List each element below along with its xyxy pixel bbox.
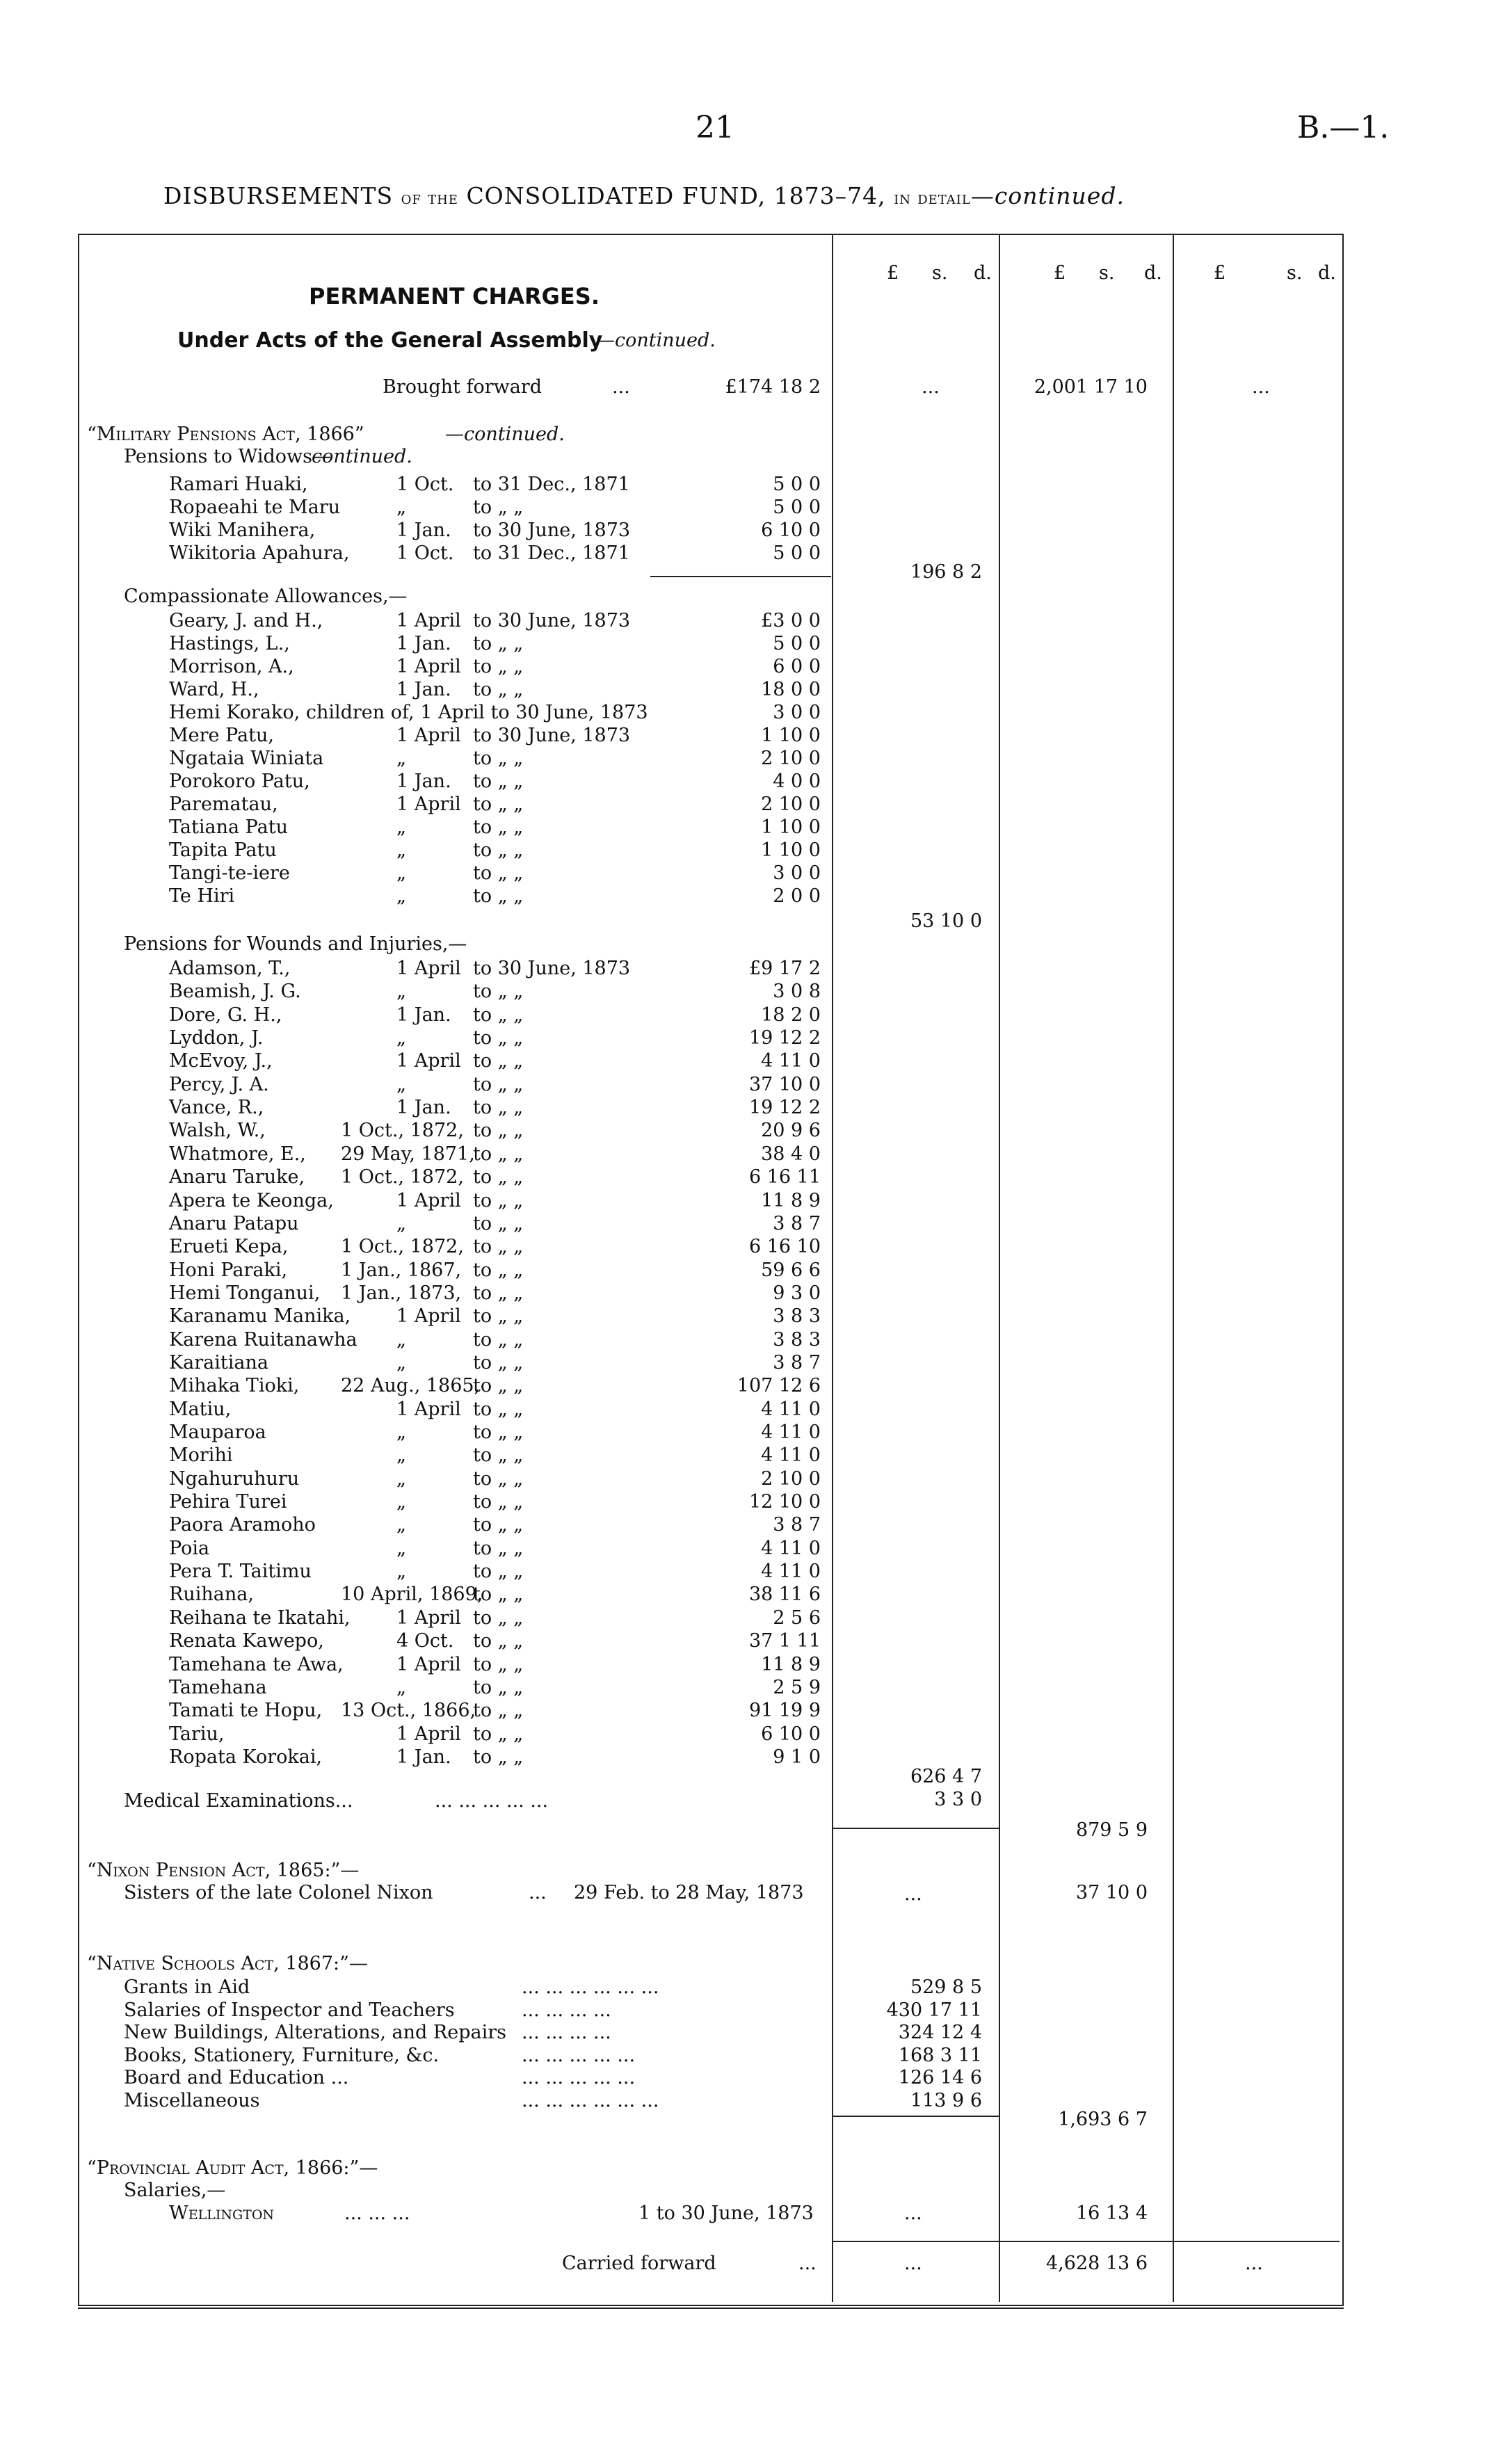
currency-header: £ xyxy=(1214,262,1226,284)
amount: 11 8 9 xyxy=(761,1653,821,1675)
line-label: Salaries of Inspector and Teachers xyxy=(124,1999,455,2021)
amount: 4 11 0 xyxy=(761,1561,821,1583)
leader-dots: ... ... ... ... ... xyxy=(522,2067,636,2088)
subtotal: 53 10 0 xyxy=(910,910,982,932)
amount: 430 17 11 xyxy=(886,1999,982,2021)
leader-dots: ... xyxy=(529,1882,547,1903)
line-label: Grants in Aid xyxy=(124,1976,250,1998)
leader-dots: ... xyxy=(798,2253,817,2274)
list-item: Pera T. Taitimu xyxy=(169,1561,312,1583)
act-heading: “Military Pensions Act, 1866” xyxy=(87,424,364,445)
list-item: Porokoro Patu, xyxy=(169,771,310,792)
date-to: to „ „ xyxy=(473,1375,524,1397)
date-to: to „ „ xyxy=(473,497,524,518)
date-from: „ xyxy=(396,1514,406,1536)
leader-dots: ... ... ... ... ... ... xyxy=(522,1976,659,1998)
list-item: Tamehana xyxy=(169,1676,267,1698)
sum-rule xyxy=(832,1828,999,1829)
date-to: to 30 June, 1873 xyxy=(473,520,631,541)
list-item: Poia xyxy=(169,1537,210,1559)
list-item: Ropaeahi te Maru xyxy=(169,497,341,518)
amount: 4 11 0 xyxy=(761,1050,821,1072)
amount: 5 0 0 xyxy=(773,542,821,564)
sum-rule xyxy=(832,2241,1340,2242)
list-item: Pehira Turei xyxy=(169,1491,287,1513)
date-from: 1 April xyxy=(396,1050,461,1072)
list-item: Anaru Taruke, xyxy=(169,1166,305,1189)
section-title: PERMANENT CHARGES. xyxy=(309,283,600,309)
title-part: —continued. xyxy=(970,182,1125,209)
date-from: 1 Jan. xyxy=(396,1097,451,1119)
amount: 3 0 0 xyxy=(773,862,821,884)
list-item: Mere Patu, xyxy=(169,725,274,746)
list-item: Whatmore, E., xyxy=(169,1143,306,1165)
list-item: Mihaka Tioki, xyxy=(169,1375,300,1397)
list-item: McEvoy, J., xyxy=(169,1050,273,1072)
amount: ... xyxy=(904,1883,922,1905)
amount: 20 9 6 xyxy=(761,1120,821,1142)
amount: 9 3 0 xyxy=(773,1282,821,1304)
leader-dots: ... ... ... ... ... xyxy=(522,2044,636,2066)
amount: 19 12 2 xyxy=(748,1097,821,1119)
list-item: Tangi-te-iere xyxy=(169,862,290,884)
currency-header: £ xyxy=(887,262,899,284)
date-to: to „ „ xyxy=(473,1514,524,1536)
date-from: 1 April xyxy=(396,1607,461,1629)
list-item: Wikitoria Apahura, xyxy=(169,542,350,564)
date-from: „ xyxy=(396,1073,406,1095)
amount: 3 0 0 xyxy=(773,702,821,723)
currency-header: s. xyxy=(1287,262,1303,284)
leader-dots: ... ... ... ... ... xyxy=(435,1790,549,1812)
amount: 168 3 11 xyxy=(898,2044,982,2066)
list-item: Tatiana Patu xyxy=(169,816,288,838)
date-from: 13 Oct., 1866, xyxy=(341,1700,476,1722)
total: 879 5 9 xyxy=(1075,1819,1148,1841)
amount: 2 5 6 xyxy=(773,1607,821,1629)
amount: 3 8 7 xyxy=(773,1351,821,1374)
date-from: 1 April xyxy=(396,725,461,746)
list-item: Morihi xyxy=(169,1444,233,1467)
date-from: 1 April xyxy=(396,1723,461,1745)
date-from: 1 Jan. xyxy=(396,633,451,654)
date-from: 4 Oct. xyxy=(396,1630,454,1652)
list-item: Hemi Tonganui, xyxy=(169,1282,321,1304)
amount: 3 8 7 xyxy=(773,1212,821,1234)
amount: 6 16 10 xyxy=(748,1236,821,1258)
date-to: to „ „ xyxy=(473,1653,524,1675)
amount: 3 8 3 xyxy=(773,1305,821,1328)
act-heading: “Nixon Pension Act, 1865:”— xyxy=(87,1860,360,1881)
list-item: Karanamu Manika, xyxy=(169,1305,351,1328)
list-item: Honi Paraki, xyxy=(169,1259,288,1281)
date-to: to „ „ xyxy=(473,1584,524,1606)
amount: 2 10 0 xyxy=(761,1467,821,1490)
line-label: Wellington xyxy=(169,2203,275,2224)
date-from: „ xyxy=(396,839,406,861)
column-rule xyxy=(1173,235,1174,2302)
subtotal: 626 4 7 xyxy=(910,1766,982,1787)
date-to: to „ „ xyxy=(473,1073,524,1095)
date-to: to „ „ xyxy=(473,816,524,838)
date-from: 1 April xyxy=(396,958,461,979)
group-heading: Pensions to Widows— xyxy=(124,446,332,467)
amount: ... xyxy=(904,2253,922,2274)
date-to: to „ „ xyxy=(473,1050,524,1072)
sum-rule xyxy=(832,2116,999,2117)
amount: 37 1 11 xyxy=(748,1630,821,1652)
column-rule xyxy=(832,235,833,2302)
list-item: Reihana te Ikatahi, xyxy=(169,1607,351,1629)
date-to: to „ „ xyxy=(473,1700,524,1722)
list-item: Vance, R., xyxy=(169,1097,264,1119)
date-from: 1 April xyxy=(396,794,461,815)
amount: 5 0 0 xyxy=(773,497,821,518)
amount: ... xyxy=(922,376,940,398)
medical-label: Medical Examinations... xyxy=(124,1790,353,1812)
amount: 3 8 3 xyxy=(773,1328,821,1351)
date-from: „ xyxy=(396,497,406,518)
list-item: Parematau, xyxy=(169,794,278,815)
section-subtitle-continued: —continued. xyxy=(596,330,716,351)
date-from: „ xyxy=(396,1491,406,1513)
date-from: 1 Jan., 1873, xyxy=(341,1282,462,1304)
date-to: to „ „ xyxy=(473,1259,524,1281)
amount: 1 10 0 xyxy=(761,725,821,746)
amount: 324 12 4 xyxy=(898,2022,982,2043)
date-from: 1 Oct., 1872, xyxy=(341,1166,464,1189)
list-item: Paora Aramoho xyxy=(169,1514,316,1536)
date-from: 1 April xyxy=(396,1653,461,1675)
date-from: 1 Jan. xyxy=(396,1004,451,1026)
leader-dots: ... xyxy=(612,376,630,398)
title-part: CONSOLIDATED FUND, 1873–74, xyxy=(466,182,886,209)
date-from: 1 Jan. xyxy=(396,679,451,700)
amount: £174 18 2 xyxy=(725,376,821,398)
period: 1 to 30 June, 1873 xyxy=(638,2203,814,2224)
date-from: 10 April, 1869, xyxy=(341,1584,483,1606)
amount: ... xyxy=(904,2203,922,2224)
page-number: 21 xyxy=(696,110,734,145)
date-to: to „ „ xyxy=(473,1723,524,1745)
act-heading: “Native Schools Act, 1867:”— xyxy=(87,1953,368,1974)
amount: 107 12 6 xyxy=(737,1375,821,1397)
amount: 5 0 0 xyxy=(773,633,821,654)
amount: 37 10 0 xyxy=(1075,1882,1148,1903)
act-heading-continued: —continued. xyxy=(445,424,565,445)
currency-header: s. xyxy=(1099,262,1115,284)
list-item: Tariu, xyxy=(169,1723,225,1745)
date-to: to „ „ xyxy=(473,1027,524,1049)
list-item: Geary, J. and H., xyxy=(169,610,323,631)
currency-header: s. xyxy=(932,262,948,284)
currency-header: d. xyxy=(1318,262,1336,284)
amount: 3 0 8 xyxy=(773,981,821,1003)
leader-dots: ... ... ... ... xyxy=(522,1999,611,2021)
date-to: to „ „ xyxy=(473,1444,524,1467)
amount: 6 10 0 xyxy=(761,520,821,541)
date-to: to „ „ xyxy=(473,1189,524,1211)
amount: 2 10 0 xyxy=(761,794,821,815)
date-to: to „ „ xyxy=(473,1398,524,1420)
date-from: 1 Jan., 1867, xyxy=(341,1259,462,1281)
page-title xyxy=(163,182,1125,209)
amount: 4 0 0 xyxy=(773,771,821,792)
list-item: Wiki Manihera, xyxy=(169,520,316,541)
date-from: 1 April xyxy=(396,656,461,677)
act-heading: “Provincial Audit Act, 1866:”— xyxy=(87,2157,378,2179)
date-from: „ xyxy=(396,1467,406,1490)
date-from: „ xyxy=(396,1676,406,1698)
leader-dots: ... ... ... ... xyxy=(522,2022,611,2043)
amount: 11 8 9 xyxy=(761,1189,821,1211)
amount: 4 11 0 xyxy=(761,1422,821,1443)
leader-dots: ... ... ... ... ... ... xyxy=(522,2089,659,2111)
list-item: Ngahuruhuru xyxy=(169,1467,300,1490)
amount: 4 11 0 xyxy=(761,1537,821,1559)
date-to: to 30 June, 1873 xyxy=(473,725,631,746)
list-item: Ruihana, xyxy=(169,1584,254,1606)
amount: 126 14 6 xyxy=(898,2067,982,2088)
date-to: to „ „ xyxy=(473,679,524,700)
date-from: 29 May, 1871, xyxy=(341,1143,475,1165)
date-from: „ xyxy=(396,981,406,1003)
currency-header: £ xyxy=(1054,262,1066,284)
list-item: Karena Ruitanawha xyxy=(169,1328,357,1351)
date-to: to 31 Dec., 1871 xyxy=(473,542,630,564)
date-to: to „ „ xyxy=(473,1143,524,1165)
date-from: „ xyxy=(396,1212,406,1234)
date-from: 1 April xyxy=(396,1398,461,1420)
date-to: to „ „ xyxy=(473,1166,524,1189)
list-item: Renata Kawepo, xyxy=(169,1630,324,1652)
date-to: to „ „ xyxy=(473,1630,524,1652)
list-item: Walsh, W., xyxy=(169,1120,266,1142)
date-from: 1 Oct., 1872, xyxy=(341,1120,464,1142)
list-item: Ropata Korokai, xyxy=(169,1746,323,1768)
column-rule xyxy=(999,235,1000,2302)
date-from: „ xyxy=(396,1351,406,1374)
amount: 2 0 0 xyxy=(773,885,821,907)
date-to: to „ „ xyxy=(473,1097,524,1119)
list-item: Ramari Huaki, xyxy=(169,474,308,495)
amount: ... xyxy=(1245,2253,1263,2274)
group-heading: Pensions for Wounds and Injuries,— xyxy=(124,933,467,955)
date-from: 22 Aug., 1865, xyxy=(341,1375,481,1397)
list-item: Adamson, T., xyxy=(169,958,291,979)
list-item: Tamati te Hopu, xyxy=(169,1700,323,1722)
date-from: 1 April xyxy=(396,1305,461,1328)
date-from: 1 April xyxy=(396,610,461,631)
date-to: to „ „ xyxy=(473,1305,524,1328)
carried-forward-label: Carried forward xyxy=(562,2253,716,2274)
amount: 16 13 4 xyxy=(1075,2203,1148,2224)
leader-dots: ... ... ... xyxy=(344,2203,410,2224)
date-from: „ xyxy=(396,748,406,769)
sum-rule xyxy=(650,576,831,577)
list-item: Lyddon, J. xyxy=(169,1027,264,1049)
amount: 37 10 0 xyxy=(748,1073,821,1095)
date-from: 1 Oct. xyxy=(396,542,454,564)
list-item: Tapita Patu xyxy=(169,839,277,861)
date-to: to „ „ xyxy=(473,771,524,792)
amount: 3 3 0 xyxy=(934,1789,982,1810)
group-heading: Salaries,— xyxy=(124,2180,226,2201)
date-from: „ xyxy=(396,1537,406,1559)
date-to: to „ „ xyxy=(473,1746,524,1768)
amount: 1 10 0 xyxy=(761,816,821,838)
date-to: to „ „ xyxy=(473,748,524,769)
date-to: to „ „ xyxy=(473,1236,524,1258)
list-item: Karaitiana xyxy=(169,1351,268,1374)
amount: 2 10 0 xyxy=(761,748,821,769)
subtotal: 196 8 2 xyxy=(910,561,982,583)
amount: 6 10 0 xyxy=(761,1723,821,1745)
date-from: „ xyxy=(396,885,406,907)
date-to: to „ „ xyxy=(473,1467,524,1490)
amount: 4 11 0 xyxy=(761,1398,821,1420)
list-item: Percy, J. A. xyxy=(169,1073,269,1095)
date-from: 1 Oct., 1872, xyxy=(341,1236,464,1258)
list-item: Erueti Kepa, xyxy=(169,1236,289,1258)
date-to: to „ „ xyxy=(473,862,524,884)
date-to: to „ „ xyxy=(473,1491,524,1513)
amount: 12 10 0 xyxy=(748,1491,821,1513)
line-label: Sisters of the late Colonel Nixon xyxy=(124,1882,433,1903)
list-item: Hemi Korako, children of, 1 April to 30 June, 1873 xyxy=(169,702,648,723)
date-to: to „ „ xyxy=(473,656,524,677)
list-item: Hastings, L., xyxy=(169,633,290,654)
list-item: Beamish, J. G. xyxy=(169,981,301,1003)
amount: 529 8 5 xyxy=(910,1976,982,1998)
date-to: to „ „ xyxy=(473,981,524,1003)
period: 29 Feb. to 28 May, 1873 xyxy=(574,1882,804,1903)
amount: 2,001 17 10 xyxy=(1034,376,1148,398)
date-from: „ xyxy=(396,862,406,884)
date-from: „ xyxy=(396,1444,406,1467)
brought-forward-label: Brought forward xyxy=(383,376,542,398)
date-from: 1 Jan. xyxy=(396,771,451,792)
date-from: „ xyxy=(396,816,406,838)
amount: 38 11 6 xyxy=(748,1584,821,1606)
amount: ... xyxy=(1252,376,1270,398)
date-to: to „ „ xyxy=(473,633,524,654)
title-part: in detail xyxy=(894,188,971,209)
list-item: Anaru Patapu xyxy=(169,1212,299,1234)
date-to: to „ „ xyxy=(473,839,524,861)
date-from: „ xyxy=(396,1027,406,1049)
date-from: „ xyxy=(396,1561,406,1583)
amount: 3 8 7 xyxy=(773,1514,821,1536)
date-from: 1 April xyxy=(396,1189,461,1211)
date-from: 1 Jan. xyxy=(396,520,451,541)
date-to: to „ „ xyxy=(473,1120,524,1142)
date-to: to „ „ xyxy=(473,1537,524,1559)
frame-shadow-line xyxy=(78,2308,1344,2309)
date-from: „ xyxy=(396,1422,406,1443)
amount: £9 17 2 xyxy=(748,958,821,979)
amount: 5 0 0 xyxy=(773,474,821,495)
amount: 38 4 0 xyxy=(761,1143,821,1165)
currency-header: d. xyxy=(974,262,992,284)
document-reference: B.—1. xyxy=(1297,110,1390,145)
title-part: of the xyxy=(401,188,458,209)
list-item: Tamehana te Awa, xyxy=(169,1653,344,1675)
group-heading: Compassionate Allowances,— xyxy=(124,586,408,607)
date-to: to „ „ xyxy=(473,794,524,815)
amount: 4 11 0 xyxy=(761,1444,821,1467)
total: 1,693 6 7 xyxy=(1058,2109,1148,2130)
section-subtitle: Under Acts of the General Assembly xyxy=(177,328,603,353)
amount: 19 12 2 xyxy=(748,1027,821,1049)
amount: 4,628 13 6 xyxy=(1046,2253,1148,2274)
date-to: to „ „ xyxy=(473,1212,524,1234)
title-part: DISBURSEMENTS xyxy=(163,182,394,209)
amount: 91 19 9 xyxy=(748,1700,821,1722)
amount: 18 0 0 xyxy=(761,679,821,700)
date-to: to „ „ xyxy=(473,1328,524,1351)
line-label: Books, Stationery, Furniture, &c. xyxy=(124,2044,440,2066)
amount: 113 9 6 xyxy=(910,2089,982,2111)
amount: 18 2 0 xyxy=(761,1004,821,1026)
list-item: Apera te Keonga, xyxy=(169,1189,334,1211)
amount: £3 0 0 xyxy=(761,610,821,631)
date-from: 1 Oct. xyxy=(396,474,454,495)
list-item: Ngataia Winiata xyxy=(169,748,324,769)
list-item: Te Hiri xyxy=(169,885,235,907)
list-item: Mauparoa xyxy=(169,1422,266,1443)
amount: 6 0 0 xyxy=(773,656,821,677)
date-to: to 30 June, 1873 xyxy=(473,958,631,979)
list-item: Matiu, xyxy=(169,1398,232,1420)
amount: 6 16 11 xyxy=(748,1166,821,1189)
date-to: to „ „ xyxy=(473,1422,524,1443)
line-label: Miscellaneous xyxy=(124,2089,260,2111)
date-from: „ xyxy=(396,1328,406,1351)
date-to: to „ „ xyxy=(473,1607,524,1629)
date-to: to „ „ xyxy=(473,1676,524,1698)
list-item: Ward, H., xyxy=(169,679,259,700)
date-to: to „ „ xyxy=(473,885,524,907)
date-to: to „ „ xyxy=(473,1561,524,1583)
date-to: to „ „ xyxy=(473,1282,524,1304)
date-to: to „ „ xyxy=(473,1351,524,1374)
line-label: New Buildings, Alterations, and Repairs xyxy=(124,2022,506,2043)
date-from: 1 Jan. xyxy=(396,1746,451,1768)
currency-header: d. xyxy=(1144,262,1162,284)
group-heading-continued: continued. xyxy=(312,446,412,467)
date-to: to 31 Dec., 1871 xyxy=(473,474,630,495)
line-label: Board and Education ... xyxy=(124,2067,349,2088)
list-item: Dore, G. H., xyxy=(169,1004,282,1026)
date-to: to „ „ xyxy=(473,1004,524,1026)
date-to: to 30 June, 1873 xyxy=(473,610,631,631)
amount: 59 6 6 xyxy=(761,1259,821,1281)
amount: 1 10 0 xyxy=(761,839,821,861)
amount: 9 1 0 xyxy=(773,1746,821,1768)
list-item: Morrison, A., xyxy=(169,656,294,677)
amount: 2 5 9 xyxy=(773,1676,821,1698)
